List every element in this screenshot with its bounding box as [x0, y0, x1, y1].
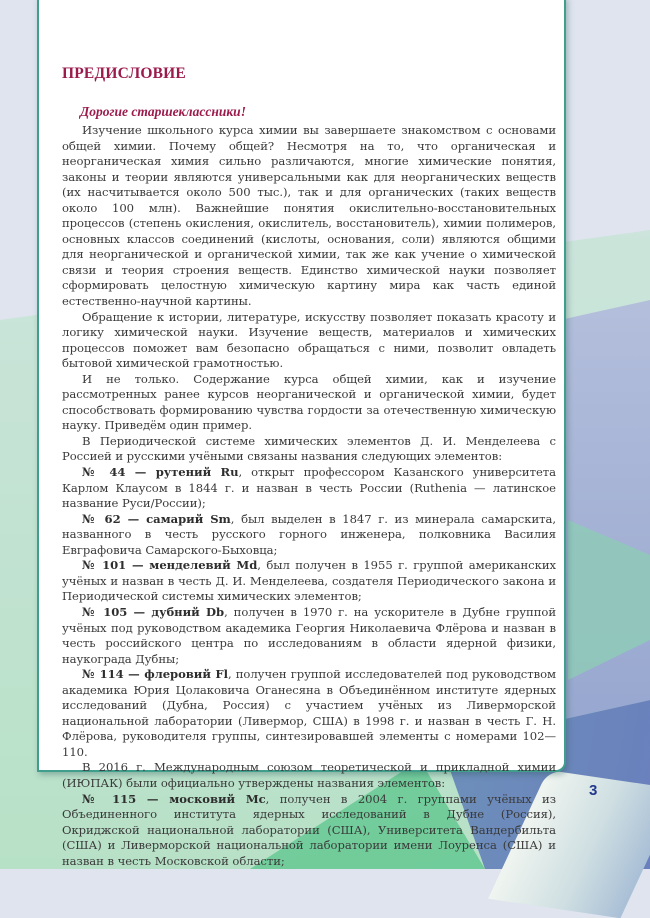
element-entry — [62, 512, 556, 559]
element-entry — [62, 465, 556, 512]
element-title: № 114 — флеровий Fl — [82, 667, 228, 682]
paragraph: Изучение школьного курса химии вы завершаете знакомством с основами общей химии. Почему общей? Несмотря на то, что органическая и неорганическая химия сильно различаются, многие химические понятия, законы и теории являются универсальными как для неорганических веществ (их насчитывается около 500 тыс.), так и для органических (таких веществ около 100 млн). Важнейшие понятия окислительно-восстановительных процессов (степень окисления, окислитель, восстановитель), химии полимеров, основных классов соединений (кислоты, основания, соли) являются общими для неорганической и органической химии, так же как учение о химической связи и теория строения веществ. Единство химической науки позволяет сформировать целостную химическую картину мира как часть единой естественно-научной картины. — [62, 123, 556, 309]
element-description: , был получен в 1955 г. группой американских учёных и назван в честь Д. И. Менделеева, создателя Периодического закона и Периодической системы химических элементов; — [62, 558, 556, 604]
paragraph: И не только. Содержание курса общей химии, как и изучение рассмотренных ранее курсов неорганической и органической химии, будет способствовать формированию чувства гордости за отечественную химическую науку. Приведём один пример. — [62, 371, 556, 433]
element-title: № 105 — дубний Db — [82, 604, 225, 619]
element-entry — [62, 667, 556, 760]
element-entry — [62, 605, 556, 667]
paragraph: В Периодической системе химических элементов Д. И. Менделеева с Россией и русскими учёными связаны названия следующих элементов: — [62, 433, 556, 464]
paragraph: В 2016 г. Международным союзом теоретической и прикладной химии (ИЮПАК) были официально утверждены названия элементов: — [62, 760, 556, 790]
element-description: , был выделен в 1847 г. из минерала самарскита, названного в честь русского горного инженера, полковника Василия Евграфовича Самарского-Быховца; — [62, 511, 556, 557]
element-title: № 44 — рутений Ru — [82, 465, 239, 480]
element-title: № 101 — менделевий Md — [82, 558, 258, 573]
salutation: Дорогие старшеклассники! — [80, 104, 246, 119]
body-text — [62, 123, 556, 869]
element-description: , получен в 1970 г. на ускорителе в Дубне группой учёных под руководством академика Георгия Николаевича Флёрова и назван в честь российского центра по исследованиям в области ядерной физики, наукограда Дубны; — [62, 604, 557, 666]
element-title: № 62 — самарий Sm — [82, 511, 231, 526]
element-description: , получен в 2004 г. группами учёных из Объединенного института ядерных исследований в Дубне (Россия), Окриджской национальной лаборатории (США), Университета Вандербильта (США) и Ливерморской национальной лаборатории имени Лоуренса (США) и назван в честь Московской области; — [62, 791, 556, 868]
page-number: 3 — [589, 782, 598, 799]
paragraph: Обращение к истории, литературе, искусству позволяет показать красоту и логику химической науки. Изучение веществ, материалов и химических процессов поможет вам безопасно обращаться с ними, позволит овладеть бытовой химической грамотностью. — [62, 309, 556, 371]
element-title: № 115 — московий Mc — [82, 791, 266, 806]
element-entry — [62, 792, 556, 870]
element-entry — [62, 558, 556, 605]
page-title: ПРЕДИСЛОВИЕ — [62, 65, 186, 82]
element-description: , получен группой исследователей под руководством академика Юрия Цолаковича Оганесяна в Объединённом институте ядерных исследований (Дубна, Россия) с участием учёных из Ливерморской национальной лаборатории (Ливермор, США) в 1998 г. и назван в честь Г. Н. Флёрова, руководителя группы, синтезировавшей элементы с номерами 102—110. — [62, 667, 556, 759]
element-description: , открыт профессором Казанского университета Карлом Клаусом в 1844 г. и назван в честь России (Ruthenia — латинское название Руси/России); — [62, 465, 556, 511]
